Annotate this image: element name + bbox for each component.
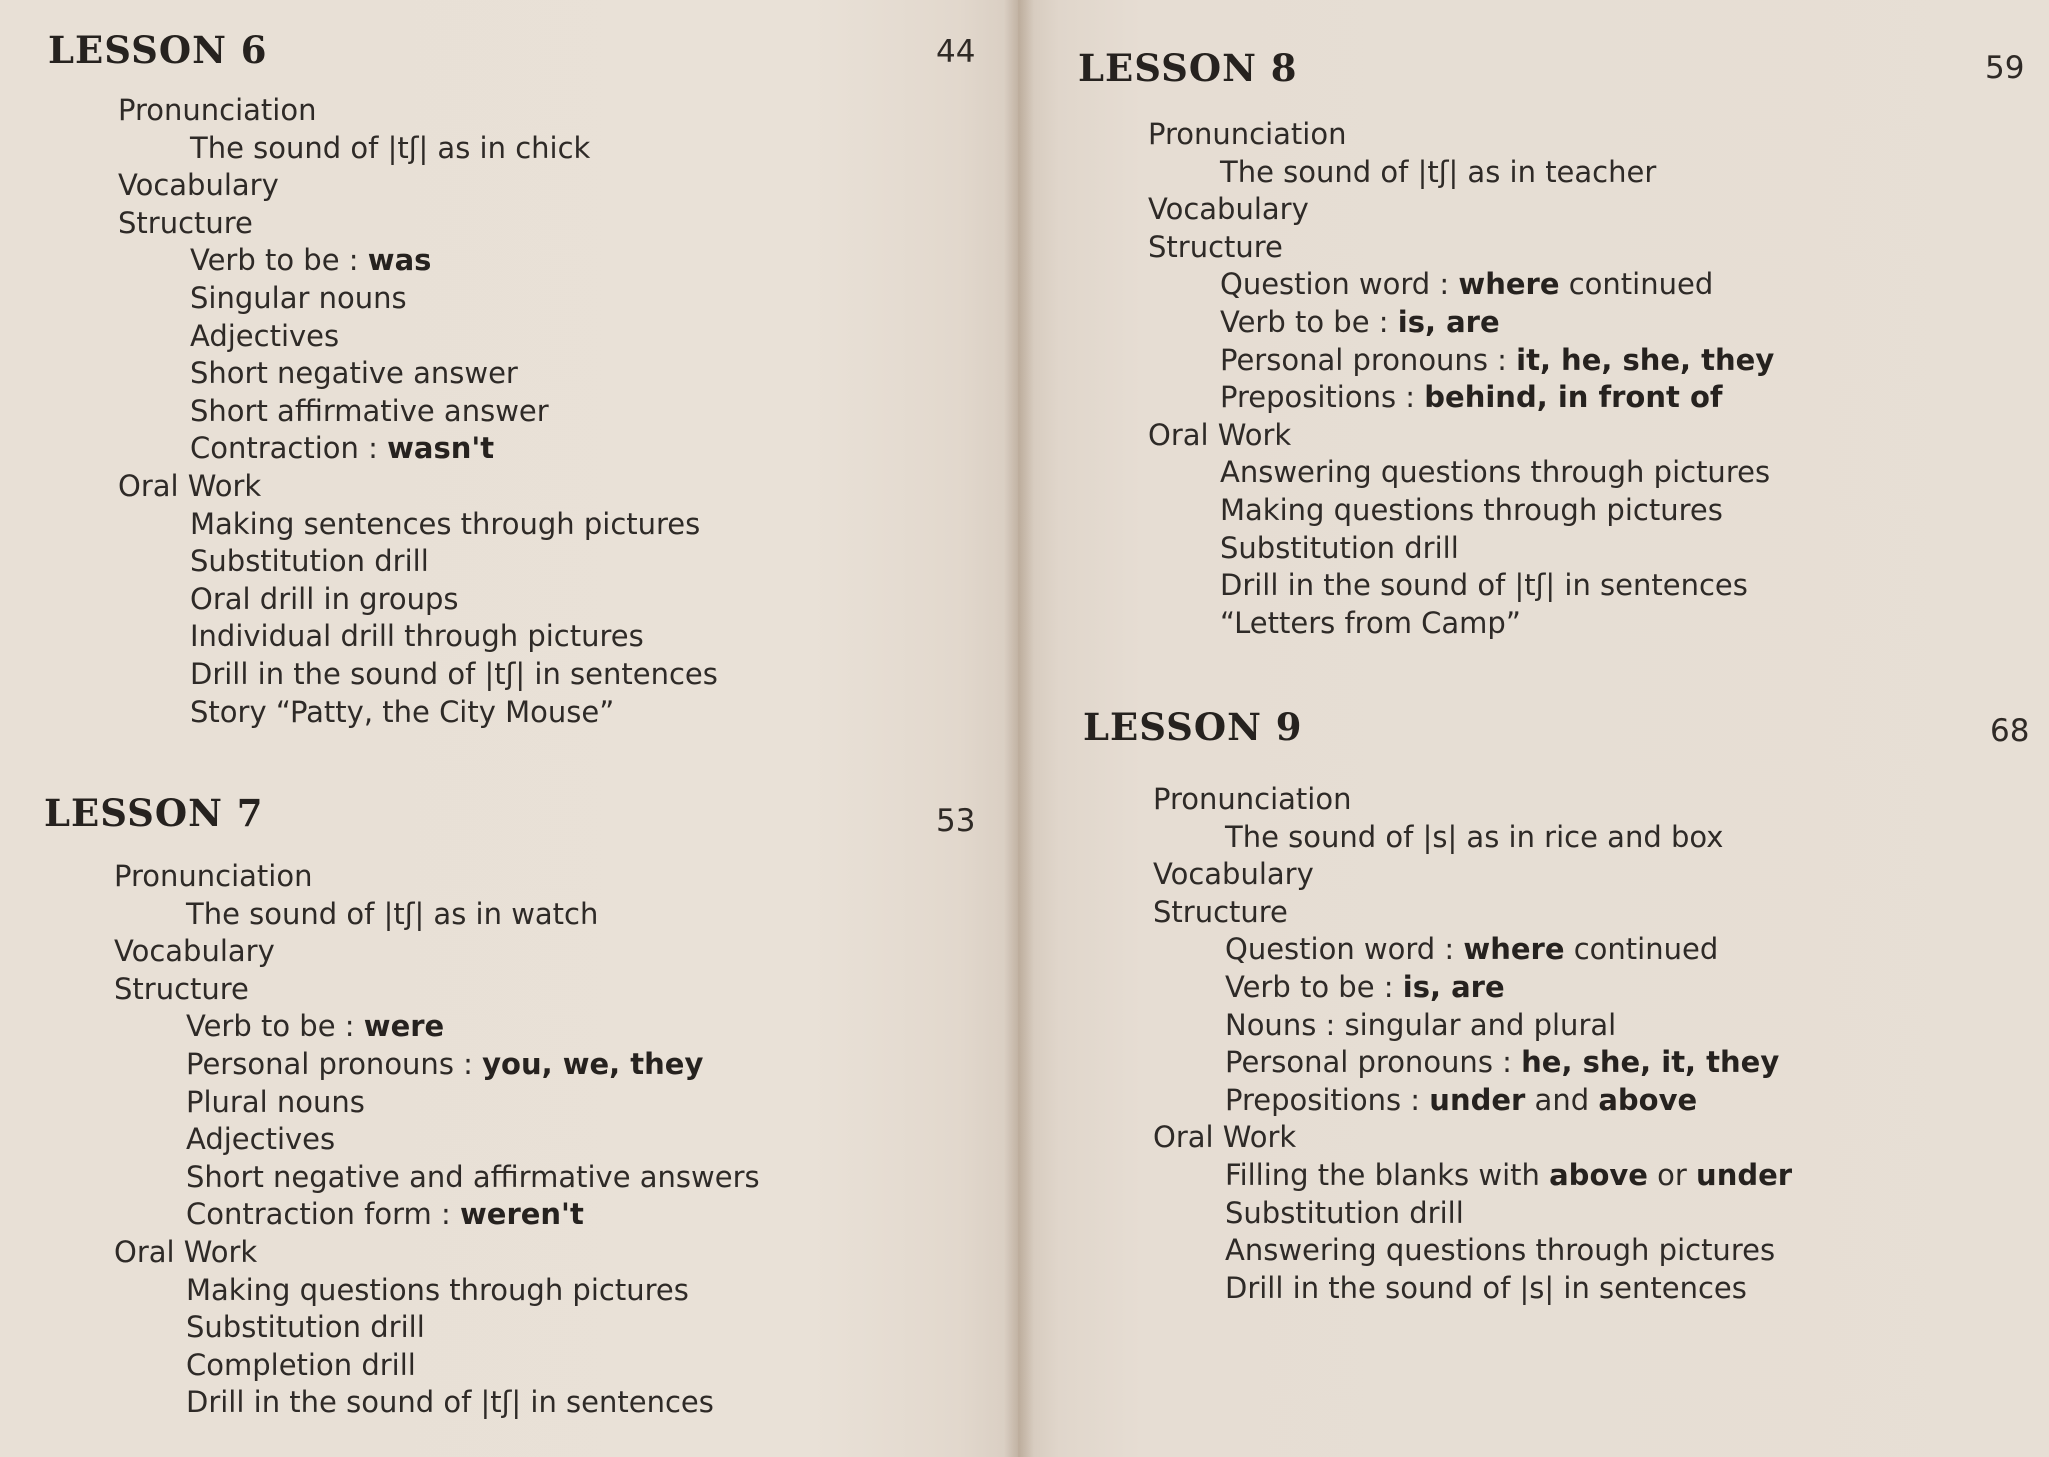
section-heading: [48, 167, 718, 205]
bold-term: is, are: [1397, 304, 1500, 339]
lesson-title: LESSON 8: [1078, 46, 1298, 90]
item-text: Personal pronouns :: [1220, 342, 1517, 377]
topic-item: [44, 1384, 760, 1422]
item-text: Structure: [1153, 894, 1288, 929]
topic-item: [44, 1084, 760, 1122]
topic-item: [48, 618, 718, 656]
item-text: Drill in the sound of |tʃ| in sentences: [190, 656, 718, 691]
section-heading: [48, 468, 718, 506]
item-text: Drill in the sound of |tʃ| in sentences: [186, 1385, 714, 1420]
item-text: Oral drill in groups: [190, 581, 459, 616]
item-text: Pronunciation: [118, 93, 317, 127]
section-heading: [1078, 191, 1774, 229]
topic-item: [48, 430, 718, 468]
page-number: 59: [1985, 50, 2025, 86]
lesson-items: [48, 92, 718, 731]
section-heading: [1083, 1119, 1792, 1157]
topic-item: [44, 1272, 760, 1310]
topic-item: [1083, 1195, 1792, 1233]
bold-term: it, he, she, they: [1516, 342, 1775, 377]
bold-term: where: [1458, 267, 1560, 302]
item-text: Verb to be :: [190, 243, 368, 278]
topic-item: [1083, 1082, 1792, 1120]
topic-item: [1083, 1157, 1792, 1195]
topic-item: [1078, 342, 1774, 380]
item-text: Filling the blanks with: [1225, 1157, 1550, 1192]
topic-item: [1078, 266, 1774, 304]
section-heading: [1078, 116, 1774, 154]
item-text: or: [1647, 1157, 1697, 1192]
lesson-title: LESSON 6: [48, 28, 268, 72]
topic-item: [1078, 605, 1774, 643]
topic-item: [48, 318, 718, 356]
topic-item: [48, 280, 718, 318]
item-text: Individual drill through pictures: [190, 619, 644, 654]
topic-item: [44, 1159, 760, 1197]
item-text: Story “Patty, the City Mouse”: [190, 694, 615, 729]
topic-item: [44, 1347, 760, 1385]
item-text: Answering questions through pictures: [1225, 1233, 1776, 1268]
topic-item: [1078, 454, 1774, 492]
item-text: Vocabulary: [1153, 857, 1314, 892]
topic-item: [48, 393, 718, 431]
item-text: Completion drill: [186, 1347, 416, 1382]
section-heading: [48, 92, 718, 130]
item-text: Vocabulary: [118, 168, 279, 203]
item-text: Making questions through pictures: [186, 1272, 689, 1307]
bold-term: under: [1429, 1082, 1526, 1117]
item-text: Pronunciation: [114, 859, 313, 893]
section-heading: [44, 971, 760, 1009]
section-heading: [1083, 781, 1792, 819]
item-text: Substitution drill: [186, 1310, 425, 1345]
bold-term: is, are: [1402, 969, 1505, 1004]
item-text: Short negative and affirmative answers: [186, 1159, 760, 1194]
bold-term: above: [1598, 1082, 1698, 1117]
item-text: Oral Work: [1153, 1120, 1297, 1155]
item-text: Making questions through pictures: [1220, 492, 1723, 527]
item-text: Oral Work: [118, 468, 262, 503]
item-text: Drill in the sound of |tʃ| in sentences: [1220, 568, 1748, 603]
item-text: Substitution drill: [190, 544, 429, 579]
item-text: The sound of |tʃ| as in watch: [186, 896, 599, 931]
section-heading: [44, 858, 760, 896]
topic-item: [44, 1196, 760, 1234]
topic-item: [1078, 492, 1774, 530]
item-text: Question word :: [1220, 267, 1459, 302]
section-heading: [1078, 229, 1774, 267]
item-text: and: [1525, 1082, 1599, 1117]
bold-term: you, we, they: [482, 1046, 704, 1081]
item-text: Structure: [118, 205, 253, 240]
topic-item: [44, 1309, 760, 1347]
page-number: 53: [936, 803, 976, 839]
item-text: Short affirmative answer: [190, 393, 549, 428]
item-text: Contraction :: [190, 431, 388, 466]
lesson-items: [44, 858, 760, 1422]
item-text: Structure: [1148, 229, 1283, 264]
bold-term: he, she, it, they: [1521, 1045, 1780, 1080]
item-text: Pronunciation: [1153, 782, 1352, 816]
topic-item: [48, 130, 718, 168]
item-text: Pronunciation: [1148, 117, 1347, 151]
item-text: Answering questions through pictures: [1220, 455, 1771, 490]
item-text: Prepositions :: [1220, 380, 1425, 415]
section-heading: [48, 205, 718, 243]
item-text: continued: [1564, 932, 1719, 967]
topic-item: [1078, 379, 1774, 417]
page-number: 44: [936, 34, 976, 70]
topic-item: [48, 355, 718, 393]
item-text: Adjectives: [190, 318, 340, 353]
topic-item: [48, 581, 718, 619]
topic-item: [1078, 304, 1774, 342]
item-text: Plural nouns: [186, 1084, 365, 1119]
bold-term: behind, in front of: [1424, 380, 1723, 415]
item-text: Personal pronouns :: [1225, 1045, 1522, 1080]
topic-item: [1083, 1270, 1792, 1308]
right-page: [1018, 0, 2049, 1457]
item-text: Substitution drill: [1220, 530, 1459, 565]
topic-item: [1083, 931, 1792, 969]
topic-item: [48, 506, 718, 544]
item-text: The sound of |tʃ| as in teacher: [1220, 154, 1657, 189]
lesson-title: LESSON 7: [44, 791, 264, 835]
item-text: Drill in the sound of |s| in sentences: [1225, 1270, 1747, 1305]
bold-term: was: [367, 243, 432, 278]
section-heading: [1083, 856, 1792, 894]
item-text: Structure: [114, 971, 249, 1006]
item-text: The sound of |tʃ| as in chick: [190, 130, 591, 165]
bold-term: under: [1696, 1157, 1793, 1192]
item-text: Adjectives: [186, 1122, 336, 1157]
item-text: Verb to be :: [1225, 969, 1403, 1004]
topic-item: [44, 1008, 760, 1046]
topic-item: [1083, 819, 1792, 857]
bold-term: where: [1463, 932, 1565, 967]
topic-item: [44, 896, 760, 934]
item-text: Making sentences through pictures: [190, 506, 701, 541]
item-text: Nouns : singular and plural: [1225, 1007, 1617, 1042]
item-text: Prepositions :: [1225, 1082, 1430, 1117]
topic-item: [44, 1046, 760, 1084]
topic-item: [1083, 969, 1792, 1007]
section-heading: [44, 933, 760, 971]
item-text: “Letters from Camp”: [1220, 605, 1521, 640]
item-text: The sound of |s| as in rice and box: [1225, 819, 1724, 854]
topic-item: [48, 242, 718, 280]
item-text: Oral Work: [114, 1234, 258, 1269]
item-text: continued: [1559, 267, 1714, 302]
section-heading: [44, 1234, 760, 1272]
left-page: [0, 0, 1018, 1457]
item-text: Vocabulary: [1148, 192, 1309, 227]
item-text: Contraction form :: [186, 1197, 460, 1232]
topic-item: [48, 543, 718, 581]
item-text: Oral Work: [1148, 417, 1292, 452]
lesson-items: [1083, 781, 1792, 1307]
item-text: Substitution drill: [1225, 1195, 1464, 1230]
topic-item: [1078, 567, 1774, 605]
item-text: Verb to be :: [186, 1009, 364, 1044]
topic-item: [44, 1121, 760, 1159]
book-gutter: [1004, 0, 1034, 1457]
item-text: Personal pronouns :: [186, 1046, 483, 1081]
item-text: Verb to be :: [1220, 304, 1398, 339]
lesson-items: [1078, 116, 1774, 642]
bold-term: were: [363, 1009, 445, 1044]
topic-item: [1083, 1007, 1792, 1045]
item-text: Question word :: [1225, 932, 1464, 967]
bold-term: wasn't: [387, 431, 495, 466]
topic-item: [1083, 1232, 1792, 1270]
item-text: Vocabulary: [114, 934, 275, 969]
topic-item: [1083, 1044, 1792, 1082]
lesson-title: LESSON 9: [1083, 705, 1303, 749]
section-heading: [1083, 894, 1792, 932]
bold-term: above: [1549, 1157, 1648, 1192]
bold-term: weren't: [459, 1197, 584, 1232]
section-heading: [1078, 417, 1774, 455]
topic-item: [48, 656, 718, 694]
item-text: Short negative answer: [190, 356, 518, 391]
page-number: 68: [1990, 713, 2030, 749]
topic-item: [1078, 530, 1774, 568]
topic-item: [48, 694, 718, 732]
item-text: Singular nouns: [190, 280, 407, 315]
topic-item: [1078, 154, 1774, 192]
